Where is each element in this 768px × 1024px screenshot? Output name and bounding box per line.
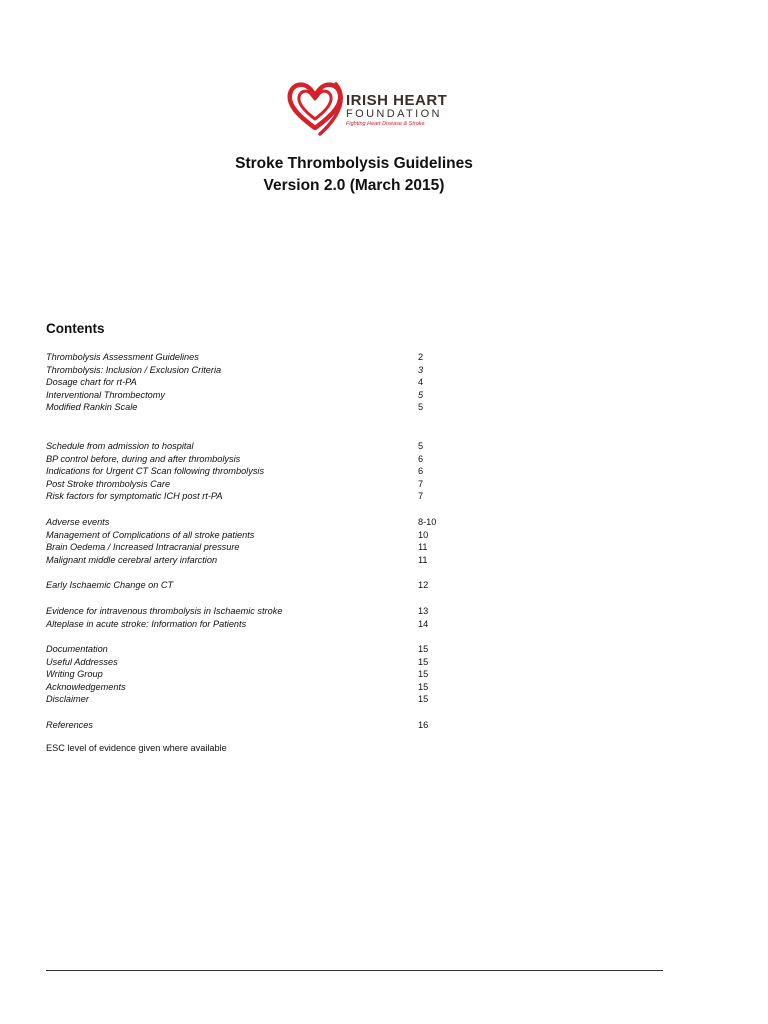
toc-entry[interactable] [46, 719, 466, 732]
toc-entry-page: 5 [418, 402, 424, 413]
toc-spacer [46, 630, 466, 643]
toc-entry[interactable] [46, 681, 466, 694]
toc-entry[interactable] [46, 579, 466, 592]
toc-entry-page: 7 [418, 491, 424, 502]
toc-entry-label: Management of Complications of all stroke patients [46, 529, 255, 540]
toc-entry[interactable] [46, 656, 466, 669]
toc-entry-page: 15 [418, 644, 429, 655]
toc-entry-label: Interventional Thrombectomy [46, 389, 165, 400]
toc-entry[interactable] [46, 554, 466, 567]
brand-name-line1: IRISH HEART [346, 92, 448, 109]
document-title: Stroke Thrombolysis Guidelines [235, 155, 473, 172]
brand-name-line2: FOUNDATION [346, 108, 442, 120]
toc-entry-page: 4 [418, 377, 424, 388]
toc-entry-label: Documentation [46, 644, 108, 655]
toc-entry-label: Modified Rankin Scale [46, 402, 138, 413]
toc-entry[interactable] [46, 618, 466, 631]
toc-entry-page: 14 [418, 618, 429, 629]
toc-entry-label: Early Ischaemic Change on CT [46, 580, 174, 591]
toc-entry-label: Acknowledgements [46, 681, 126, 692]
toc-spacer [46, 706, 466, 719]
toc-entry-page: 6 [418, 453, 424, 464]
contents-heading: Contents [46, 321, 105, 336]
toc-entry[interactable] [46, 516, 466, 529]
toc-entry-page: 11 [418, 554, 428, 565]
toc-entry-label: Disclaimer [46, 694, 89, 705]
toc-entry[interactable] [46, 401, 466, 414]
brand-tagline: Fighting Heart Disease & Stroke [346, 121, 425, 127]
toc-entry-label: Writing Group [46, 669, 103, 680]
toc-entry[interactable] [46, 351, 466, 364]
toc-entry-page: 3 [418, 364, 424, 375]
toc-entry-label: Alteplase in acute stroke: Information for Patients [46, 618, 247, 629]
toc-entry[interactable] [46, 478, 466, 491]
toc-entry-page: 15 [418, 681, 429, 692]
toc-entry[interactable] [46, 605, 466, 618]
toc-entry-label: BP control before, during and after thrombolysis [46, 453, 241, 464]
toc-entry-page: 15 [418, 669, 429, 680]
toc-entry[interactable] [46, 693, 466, 706]
toc-entry-page: 7 [418, 478, 424, 489]
toc-entry-label: Indications for Urgent CT Scan following thrombolysis [46, 466, 265, 477]
toc-spacer [46, 592, 466, 605]
toc-entry-page: 5 [418, 440, 424, 451]
table-of-contents [46, 351, 466, 732]
toc-entry-page: 13 [418, 605, 429, 616]
toc-entry[interactable] [46, 376, 466, 389]
toc-entry-page: 10 [418, 529, 429, 540]
toc-entry-page: 15 [418, 694, 429, 705]
toc-entry[interactable] [46, 364, 466, 377]
toc-entry[interactable] [46, 541, 466, 554]
toc-entry-page: 2 [418, 352, 424, 362]
toc-entry-label: Adverse events [46, 516, 110, 527]
toc-entry-label: Thrombolysis Assessment Guidelines [46, 352, 199, 362]
toc-spacer [46, 566, 466, 579]
toc-entry-label: Useful Addresses [46, 656, 118, 667]
toc-entry[interactable] [46, 643, 466, 656]
toc-entry-label: Malignant middle cerebral artery infarction [46, 554, 218, 565]
toc-entry-label: Brain Oedema / Increased Intracranial pressure [46, 542, 240, 553]
evidence-note: ESC level of evidence given where available [46, 743, 227, 753]
toc-entry-page: 16 [418, 720, 429, 731]
toc-entry-page: 6 [418, 466, 424, 477]
toc-entry[interactable] [46, 453, 466, 466]
footer-divider [46, 970, 663, 971]
toc-entry[interactable] [46, 668, 466, 681]
toc-entry[interactable] [46, 490, 466, 503]
heart-logo-icon [286, 78, 344, 136]
toc-entry[interactable] [46, 440, 466, 453]
toc-entry-label: Schedule from admission to hospital [46, 440, 194, 451]
toc-entry-page: 5 [418, 389, 424, 400]
toc-entry-page: 12 [418, 580, 429, 591]
toc-spacer [46, 414, 466, 440]
toc-entry-label: Dosage chart for rt-PA [46, 377, 137, 388]
toc-entry-label: Thrombolysis: Inclusion / Exclusion Criteria [46, 364, 222, 375]
toc-spacer [46, 503, 466, 516]
irish-heart-foundation-logo [286, 78, 456, 136]
toc-entry-page: 11 [418, 542, 428, 553]
toc-entry-label: References [46, 720, 93, 731]
toc-entry-label: Risk factors for symptomatic ICH post rt-PA [46, 491, 223, 502]
document-version: Version 2.0 (March 2015) [263, 177, 445, 194]
toc-entry-label: Evidence for intravenous thrombolysis in Ischaemic stroke [46, 605, 283, 616]
toc-entry[interactable] [46, 389, 466, 402]
toc-entry-label: Post Stroke thrombolysis Care [46, 478, 171, 489]
toc-entry-page: 8-10 [418, 516, 437, 527]
toc-entry-page: 15 [418, 656, 429, 667]
toc-entry[interactable] [46, 465, 466, 478]
toc-entry[interactable] [46, 529, 466, 542]
